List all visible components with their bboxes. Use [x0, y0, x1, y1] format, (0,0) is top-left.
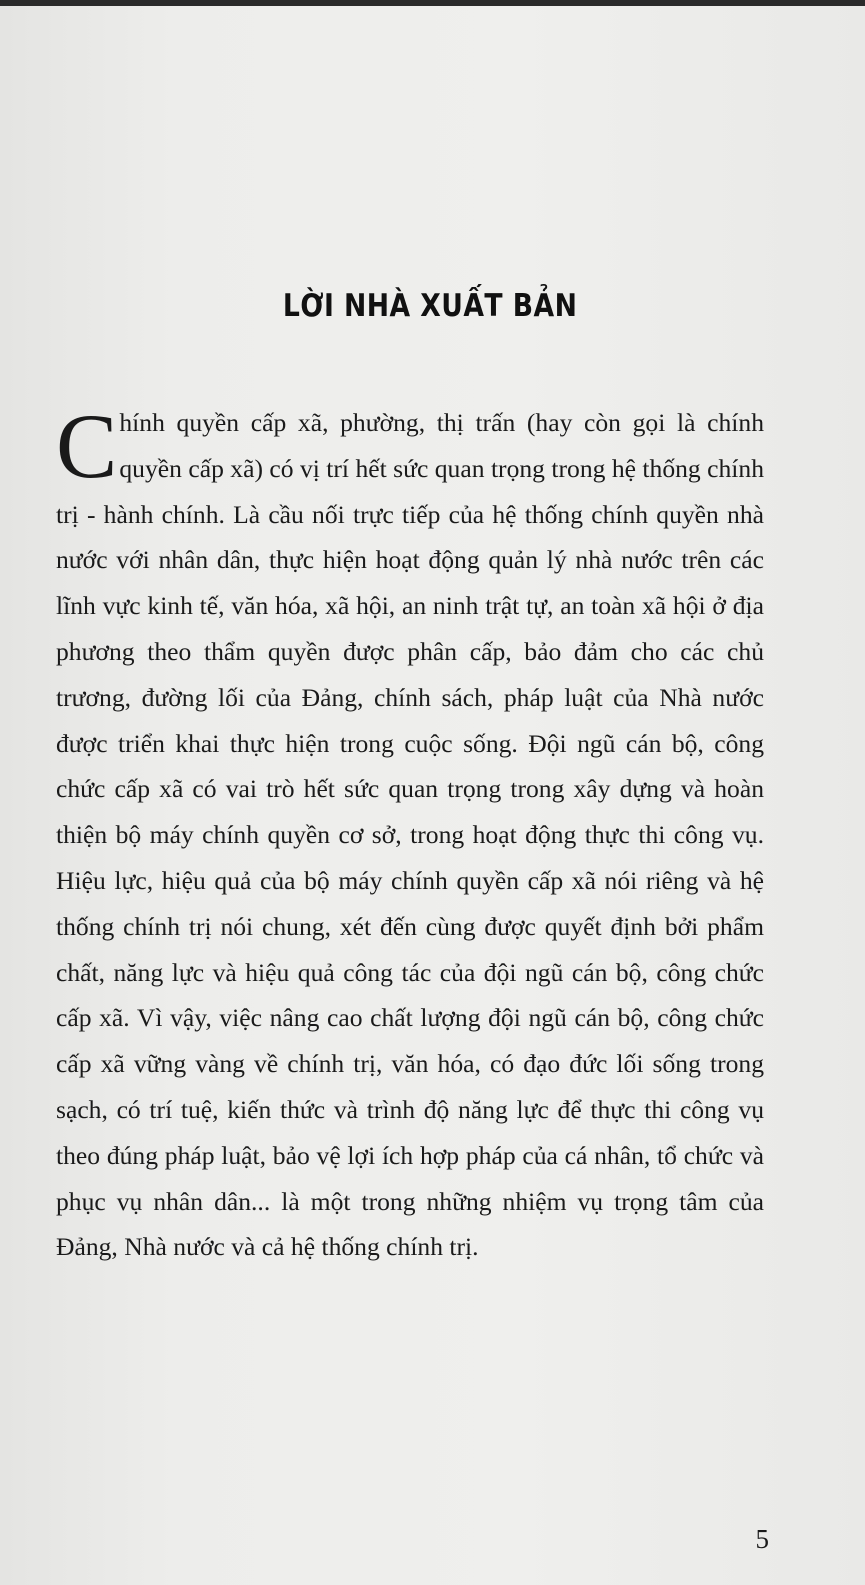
page-heading: LỜI NHÀ XUẤT BẢN — [282, 288, 578, 324]
page-number: 5 — [755, 1524, 769, 1554]
paragraph-text: hính quyền cấp xã, phường, thị trấn (hay còn gọi là chính quyền cấp xã) có vị trí hết sức quan trọng trong hệ thống chính trị - hành chính. Là cầu nối trực tiếp của hệ thống chính quyền nhà nước với nhân dân, thực hiện hoạt động quản lý nhà nước trên các lĩnh vực kinh tế, văn hóa, xã hội, an ninh trật tự, an toàn xã hội ở địa phương theo thẩm quyền được phân cấp, bảo đảm cho các chủ trương, đường lối của Đảng, chính sách, pháp luật của Nhà nước được triển khai thực hiện trong cuộc sống. Đội ngũ cán bộ, công chức cấp xã có vai trò hết sức quan trọng trong xây dựng và hoàn thiện bộ máy chính quyền cơ sở, trong hoạt động thực thi công vụ. Hiệu lực, hiệu quả của bộ máy chính quyền cấp xã nói riêng và hệ thống chính trị nói chung, xét đến cùng được quyết định bởi phẩm chất, năng lực và hiệu quả công tác của đội ngũ cán bộ, công chức cấp xã. Vì vậy, việc nâng cao chất lượng đội ngũ cán bộ, công chức cấp xã vững vàng về chính trị, văn hóa, có đạo đức lối sống trong sạch, có trí tuệ, kiến thức và trình độ năng lực để thực thi công vụ theo đúng pháp luật, bảo vệ lợi ích hợp pháp của cá nhân, tổ chức và phục vụ nhân dân... là một trong những nhiệm vụ trọng tâm của Đảng, Nhà nước và cả hệ thống chính trị. — [56, 408, 764, 1262]
body-paragraph — [56, 395, 764, 1270]
drop-cap: C — [56, 395, 118, 497]
book-page — [0, 6, 865, 1585]
